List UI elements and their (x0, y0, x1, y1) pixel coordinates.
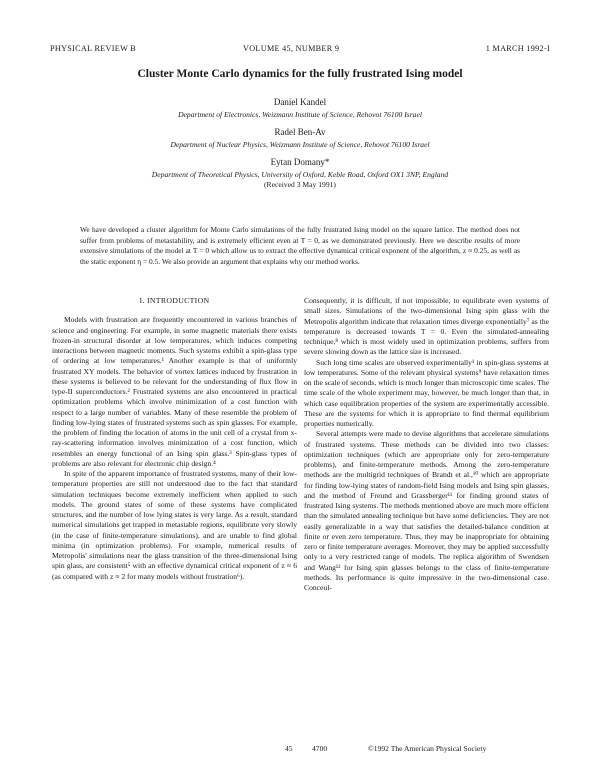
page-footer (50, 744, 550, 756)
volume-number: VOLUME 45, NUMBER 9 (243, 44, 340, 53)
paragraph: Several attempts were made to devise algorithms that accelerate simulations of frustrated systems. These methods can be divided into two classes: optimization techniques (which are appropriate only for zero-temperature problems), and finite-temperature methods. Among the zero-temperature methods are the multigrid techniques of Brandt et al.,¹⁰ which are appropriate for finding low-lying states of random-field Ising models and Ising spin glasses, and the method of Freund and Grassberger¹¹ for finding ground states of frustrated Ising systems. The methods mentioned above are much more efficient than the simulated annealing technique but have some deficiencies. They are not easily generalizable in a way that satisfies the detailed-balance condition at finite or even zero temperature. Thus, they may be inappropriate for obtaining zero or finite temperature averages. Moreover, they may be applied successfully only to a very restricted range of models. The replica algorithm of Swendsen and Wang¹² for Ising spin glasses belongs to the class of finite-temperature methods. Its performance is quite impressive in the two-dimensional case. Conceul- (304, 429, 549, 592)
paper-title: Cluster Monte Carlo dynamics for the fully frustrated Ising model (137, 68, 463, 80)
abstract: We have developed a cluster algorithm for Monte Carlo simulations of the fully frustrated Ising model on the square lattice. The method does not suffer from problems of metastability, and is extremely efficient even at T = 0, as we demonstrated previously. Here we describe results of more extensive simulations of the model at T = 0 which allow us to extract the effective dynamical critical exponent of the algorithm, z ≈ 0.25, as well as the static exponent η = 0.5. We also provide an argument that explains why our method works. (80, 225, 520, 266)
paragraph: Such long time scales are observed experimentally¹ in spin-glass systems at low temperatures. Some of the relevant physical systems⁹ have relaxation times on the scale of seconds, which is much longer than microscopic time scales. The time scale of the whole experiment may, however, be much longer than that, in which case equilibration properties of the system are experimentally accessible. These are the systems for which it is appropriate to find thermal equilibrium properties numerically. (304, 357, 549, 428)
paragraph: In spite of the apparent importance of frustrated systems, many of their low-temperature properties are still not understood due to the fact that standard simulation techniques become extremely inefficient when applied to such models. The ground states of some of these systems have complicated structures, and the number of low lying states is very large. As a result, standard numerical simulations get trapped in metastable regions, equilibrate very slowly (in the case of finite-temperature simulations), and are unable to find global minima (in optimization problems). For example, numerical results of Metropolis' simulations near the glass transition of the three-dimensional Ising spin glass, are consistent⁵ with an effective dynamical critical exponent of z ≈ 6 (as compared with z ≈ 2 for many models without frustration⁶). (52, 469, 297, 581)
author-affiliation: Department of Theoretical Physics, University of Oxford, Keble Road, Oxford OX1 3NP, England (151, 170, 449, 179)
paragraph: Consequently, it is difficult, if not impossible, to equilibrate even systems of small sizes. Simulations of the two-dimensional Ising spin glass with the Metropolis algorithm indicate that relaxation times diverge exponentially⁷ as the temperature is decreased towards T = 0. Even the simulated-annealing technique,⁸ which is most widely used in optimization problems, suffers from severe slowing down as the lattice size is increased. (304, 296, 549, 357)
page-number: 4700 (312, 744, 328, 753)
footer-volume: 45 (285, 744, 293, 753)
copyright: ©1992 The American Physical Society (368, 744, 487, 753)
issue-date: 1 MARCH 1992-I (485, 44, 550, 53)
left-column (52, 296, 297, 582)
author-name: Eytan Domany* (270, 157, 330, 167)
author-affiliation: Department of Electronics, Weizmann Institute of Science, Rehovot 76100 Israel (178, 110, 422, 119)
section-heading: I. INTRODUCTION (139, 296, 210, 305)
paragraph: Models with frustration are frequently encountered in various branches of science and engineering. For example, in some magnetic materials there exists frozen-in structural disorder at low temperatures, which induces competing interactions between magnetic moments. Such systems exhibit a spin-glass type of ordering at low temperatures.¹ Another example is that of uniformly frustrated XY models. The behavior of vortex lattices induced by frustration in these systems is believed to be relevant for the understanding of flux flow in type-II superconductors.² Frustrated systems are also encountered in practical optimization problems which involve minimization of a cost function with respect to a large number of variables. Many of these resemble the problem of finding low-lying states of frustrated systems such as spin glasses. For example, the problem of finding the location of atoms in the unit cell of a crystal from x-ray-scattering information involves minimization of a cost function, which resembles an energy functional of an Ising spin glass.³ Spin-glass types of problems are also relevant for electronic chip design.⁴ (52, 315, 297, 468)
journal-name: PHYSICAL REVIEW B (50, 44, 137, 53)
author-affiliation: Department of Nuclear Physics, Weizmann Institute of Science, Rehovot 76100 Israel (170, 140, 430, 149)
running-header (50, 44, 550, 56)
author-name: Radel Ben-Av (274, 127, 326, 137)
received-date: (Received 3 May 1991) (264, 180, 336, 189)
right-column (304, 296, 549, 593)
author-name: Daniel Kandel (273, 97, 327, 107)
